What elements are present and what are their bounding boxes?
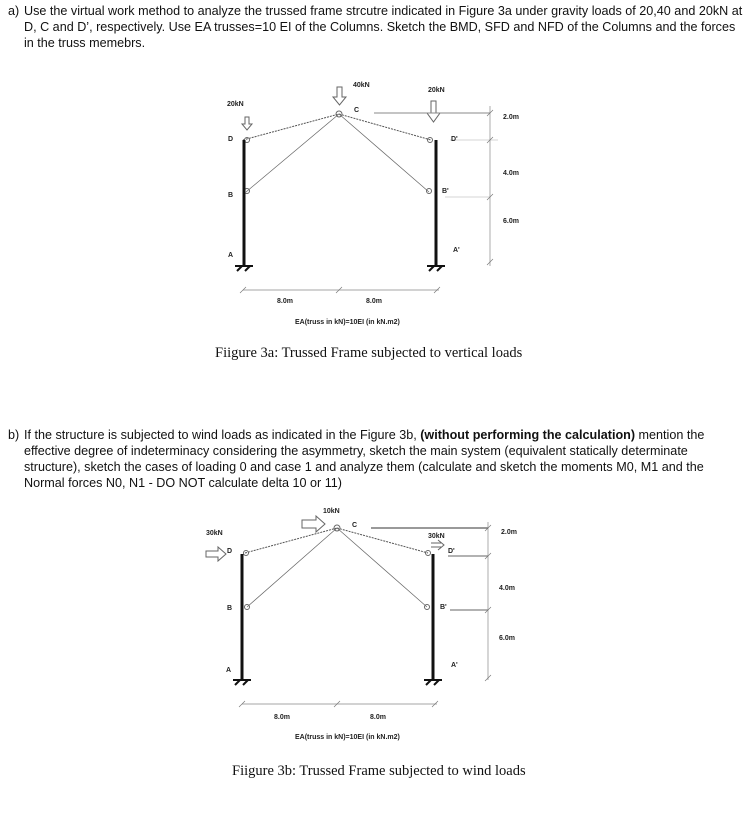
node-d-b: D [227, 548, 233, 555]
node-a2-b: A' [451, 662, 458, 669]
node-a2: A' [453, 247, 460, 254]
load-d-label-b: 30kN [206, 530, 223, 537]
dim-4m: 4.0m [503, 170, 519, 177]
node-b: B [228, 192, 234, 199]
node-b2: B' [442, 188, 449, 195]
question-b-text-pre: If the structure is subjected to wind loads as indicated in the Figure 3b, [24, 428, 421, 442]
node-c: C [354, 107, 360, 114]
load-c-label: 40kN [353, 82, 370, 89]
figure-3a-caption: Fiigure 3a: Trussed Frame subjected to vertical loads [215, 345, 523, 361]
node-d2-b: D' [448, 548, 455, 555]
load-d2-label-b: 30kN [428, 533, 445, 540]
node-d: D [228, 136, 234, 143]
node-d2: D' [451, 136, 458, 143]
dim-4m-b: 4.0m [499, 585, 515, 592]
dim-2m: 2.0m [503, 114, 519, 121]
dim-6m-b: 6.0m [499, 635, 515, 642]
span-2: 8.0m [366, 298, 382, 305]
ea-note: EA(truss in kN)=10EI (in kN.m2) [295, 319, 400, 326]
dim-2m-b: 2.0m [501, 529, 517, 536]
node-b-b: B [227, 605, 233, 612]
figure-3b-caption: Fiigure 3b: Trussed Frame subjected to wind loads [232, 763, 526, 779]
ea-note-b: EA(truss in kN)=10EI (in kN.m2) [295, 734, 400, 741]
question-b-text-bold: (without performing the calculation) [420, 428, 636, 442]
node-a-b: A [226, 667, 232, 674]
node-c-b: C [352, 522, 358, 529]
question-a-text: Use the virtual work method to analyze the trussed frame strcutre indicated in Figure 3a under gravity loads of 20,40 and 20kN at D, C and D’, respectively. Use EA trusses=10 EI of the Columns. Sketch the BMD, SFD and NFD of the Columns and the forces in the truss memebrs. [24, 4, 743, 50]
question-b-text-post: mention the effective degree of indeterminacy considering the asymmetry, sketch the main system (equivalent statically determinate structure), sketch the cases of loading 0 and case 1 and analyze them (calculate and sketch the moments M0, M1 and the Normal forces N0, N1 - DO NOT calculate delta 10 or 11) [24, 428, 705, 490]
question-b-text [24, 427, 743, 491]
load-d2-label: 20kN [428, 87, 445, 94]
question-b-label: b) [8, 428, 20, 442]
question-b [8, 427, 743, 491]
question-a-label: a) [8, 4, 20, 18]
span-2-b: 8.0m [370, 714, 386, 721]
load-d-label: 20kN [227, 101, 244, 108]
dim-6m: 6.0m [503, 218, 519, 225]
span-1: 8.0m [277, 298, 293, 305]
span-1-b: 8.0m [274, 714, 290, 721]
load-c-label-b: 10kN [323, 508, 340, 515]
node-a: A [228, 252, 234, 259]
node-b2-b: B' [440, 604, 447, 611]
